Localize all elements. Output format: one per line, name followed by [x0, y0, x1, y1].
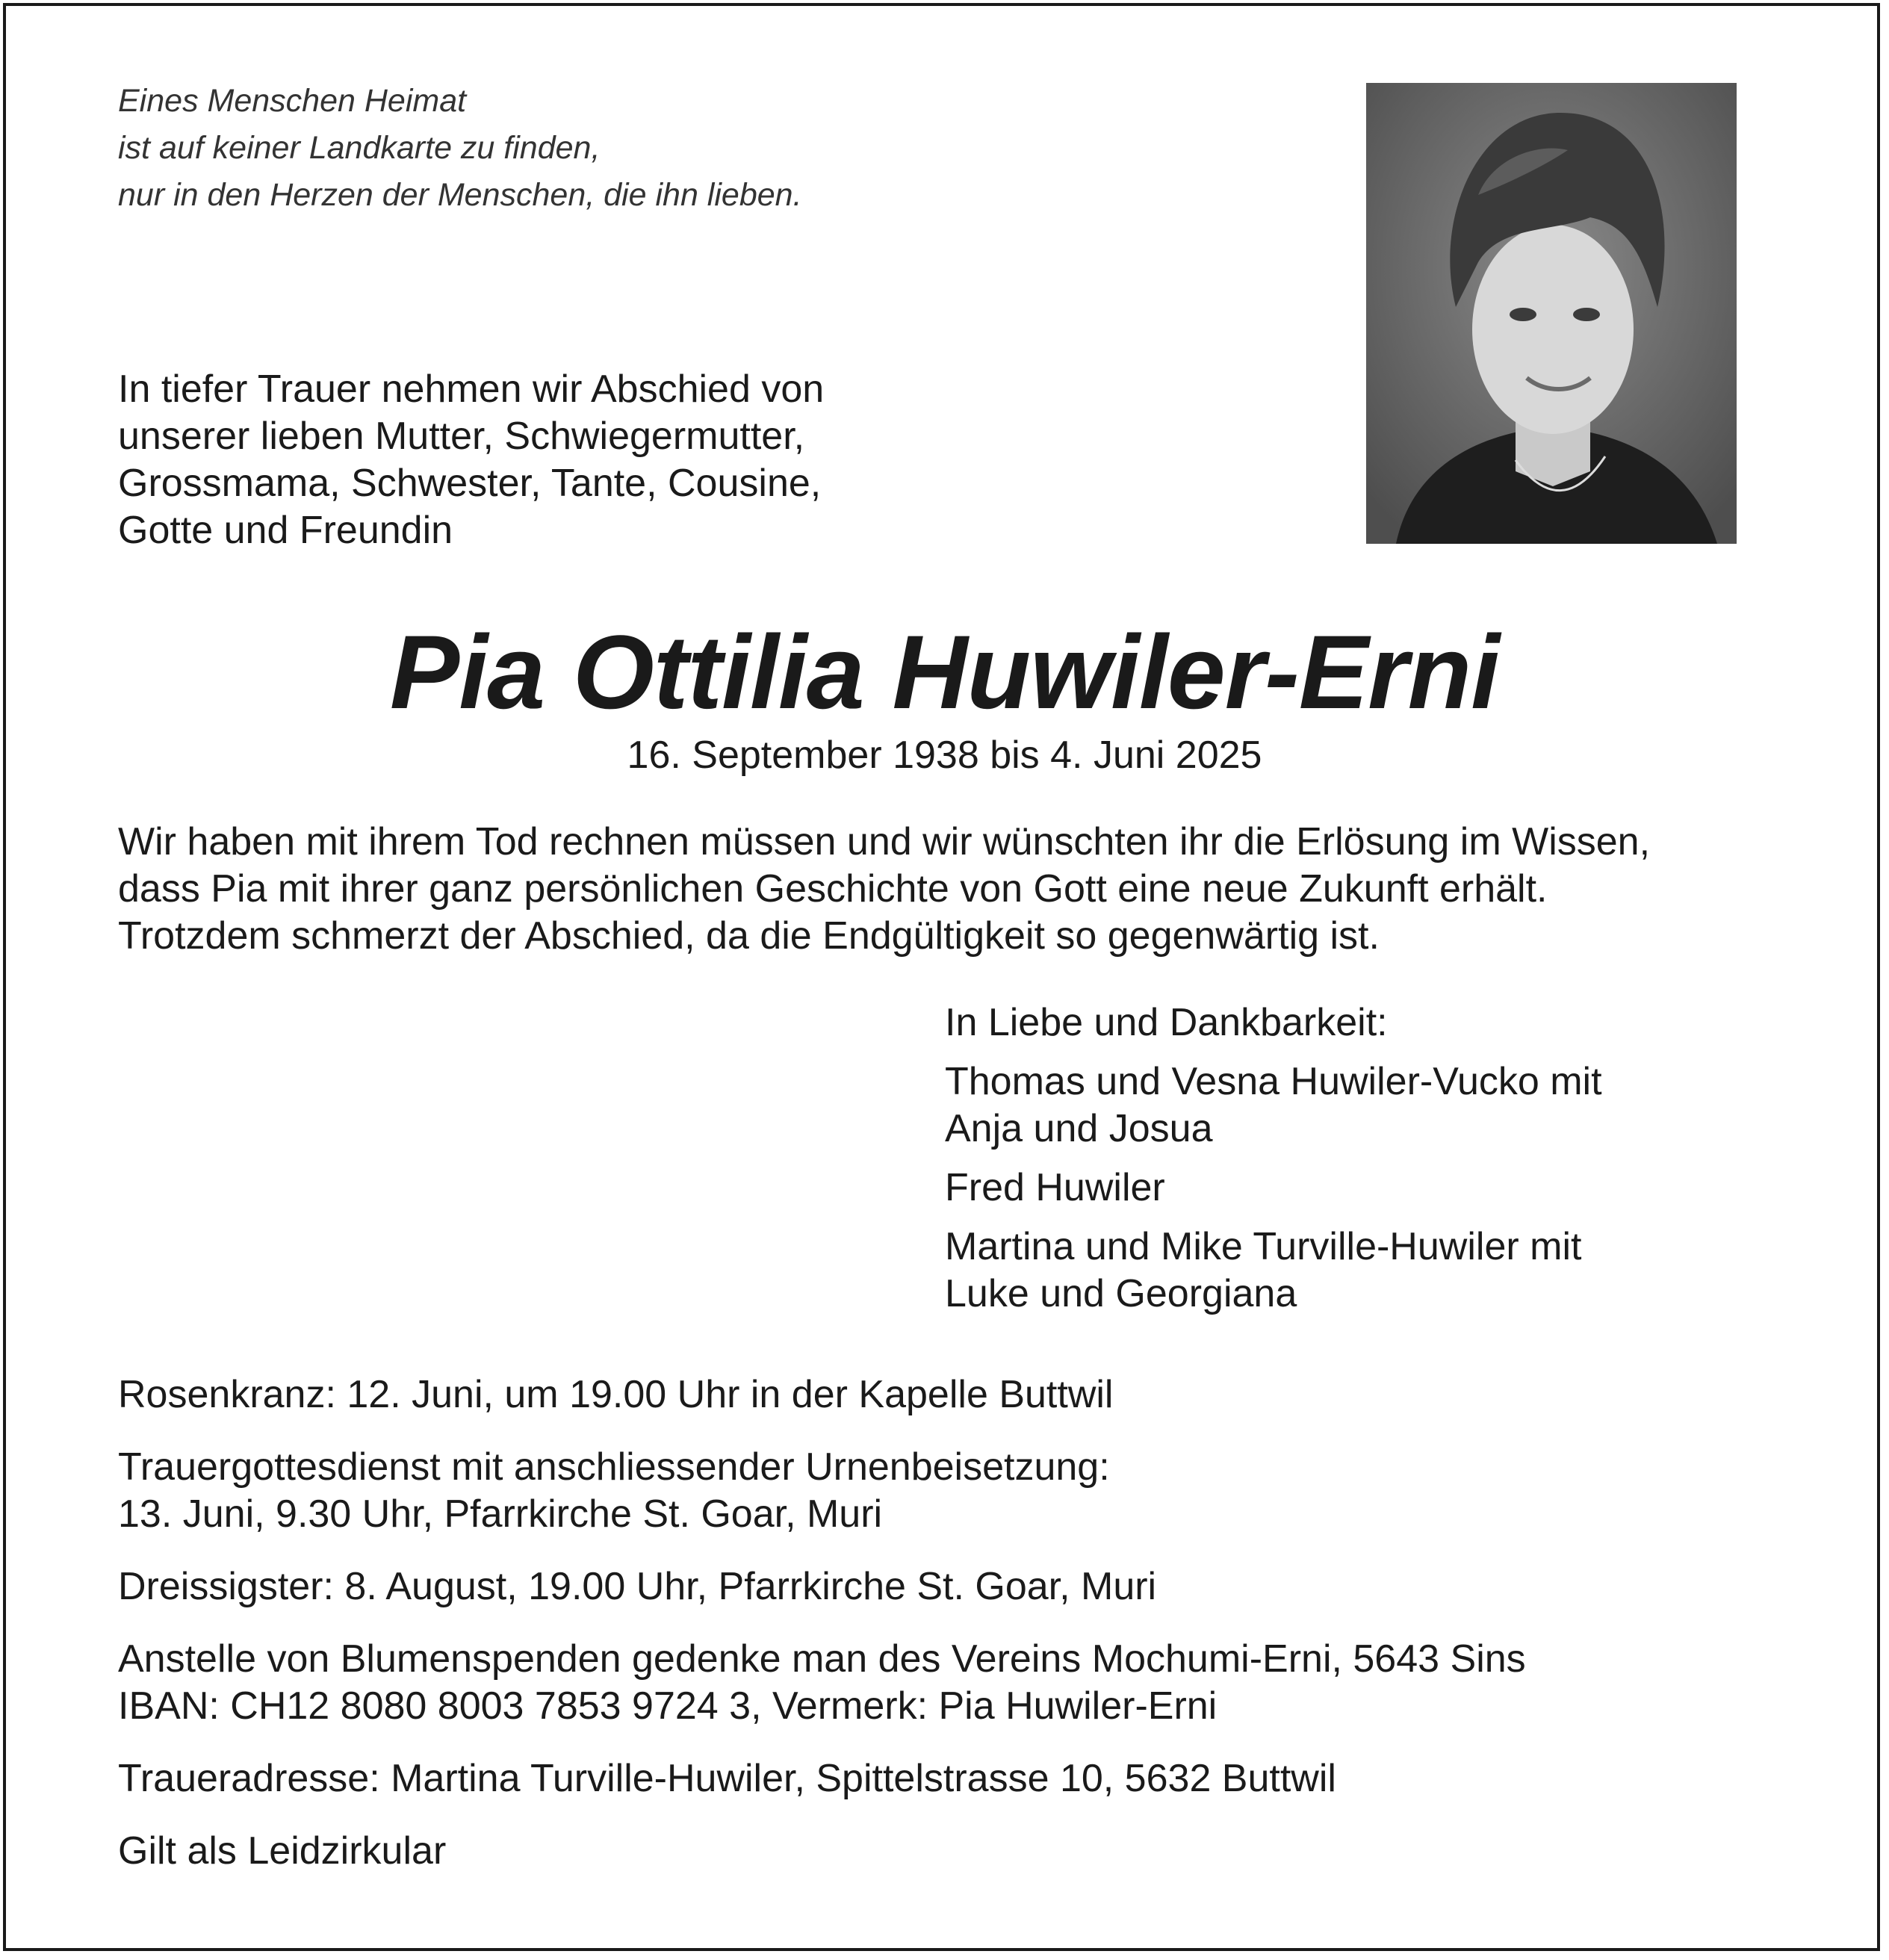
info-line: 13. Juni, 9.30 Uhr, Pfarrkirche St. Goar, Muri: [118, 1492, 883, 1536]
info-rosary: [118, 1371, 1526, 1418]
family-line: Luke und Georgiana: [945, 1272, 1297, 1315]
intro-line: Gotte und Freundin: [118, 509, 453, 552]
intro-text: [118, 366, 824, 554]
info-line: Rosenkranz: 12. Juni, um 19.00 Uhr in der Kapelle Buttwil: [118, 1373, 1114, 1416]
family-line: Thomas und Vesna Huwiler-Vucko mit: [945, 1060, 1602, 1103]
family-line: Anja und Josua: [945, 1107, 1213, 1150]
info-thirtieth-day: [118, 1563, 1526, 1610]
info-circular-note: [118, 1828, 1526, 1875]
family-group: [945, 1058, 1602, 1153]
family-line: Martina und Mike Turville-Huwiler mit: [945, 1225, 1582, 1268]
portrait-photo: [1366, 83, 1737, 544]
motto-line: Eines Menschen Heimat: [118, 83, 467, 119]
motto-line: nur in den Herzen der Menschen, die ihn lieben.: [118, 177, 802, 213]
family-signature: [945, 999, 1602, 1330]
info-line: IBAN: CH12 8080 8003 7853 9724 3, Vermerk: Pia Huwiler-Erni: [118, 1684, 1218, 1728]
intro-line: Grossmama, Schwester, Tante, Cousine,: [118, 462, 822, 505]
info-funeral-service: [118, 1444, 1526, 1538]
motto-line: ist auf keiner Landkarte zu finden,: [118, 130, 601, 166]
family-heading: In Liebe und Dankbarkeit:: [945, 1001, 1388, 1044]
message-paragraph: [118, 819, 1650, 960]
info-line: Dreissigster: 8. August, 19.00 Uhr, Pfarrkirche St. Goar, Muri: [118, 1565, 1157, 1608]
info-donation: [118, 1636, 1526, 1730]
family-line: Fred Huwiler: [945, 1166, 1165, 1209]
life-dates: 16. September 1938 bis 4. Juni 2025: [627, 734, 1262, 777]
info-line: Anstelle von Blumenspenden gedenke man des Vereins Mochumi-Erni, 5643 Sins: [118, 1637, 1526, 1681]
message-line: dass Pia mit ihrer ganz persönlichen Geschichte von Gott eine neue Zukunft erhält.: [118, 867, 1548, 911]
message-line: Wir haben mit ihrem Tod rechnen müssen und wir wünschten ihr die Erlösung im Wissen,: [118, 820, 1651, 863]
info-line: Trauergottesdienst mit anschliessender Urnenbeisetzung:: [118, 1445, 1110, 1489]
message-line: Trotzdem schmerzt der Abschied, da die Endgültigkeit so gegenwärtig ist.: [118, 914, 1380, 958]
family-group: [945, 1164, 1602, 1212]
portrait-image: [1366, 83, 1737, 544]
info-line: Gilt als Leidzirkular: [118, 1829, 447, 1873]
intro-line: unserer lieben Mutter, Schwiegermutter,: [118, 415, 805, 458]
info-mourning-address: [118, 1755, 1526, 1802]
deceased-name: Pia Ottilia Huwiler-Erni: [389, 613, 1500, 731]
info-line: Traueradresse: Martina Turville-Huwiler, Spittelstrasse 10, 5632 Buttwil: [118, 1757, 1336, 1800]
motto-quote: [118, 78, 802, 219]
intro-line: In tiefer Trauer nehmen wir Abschied von: [118, 368, 825, 411]
service-info: [118, 1371, 1526, 1900]
family-group: [945, 1224, 1602, 1318]
